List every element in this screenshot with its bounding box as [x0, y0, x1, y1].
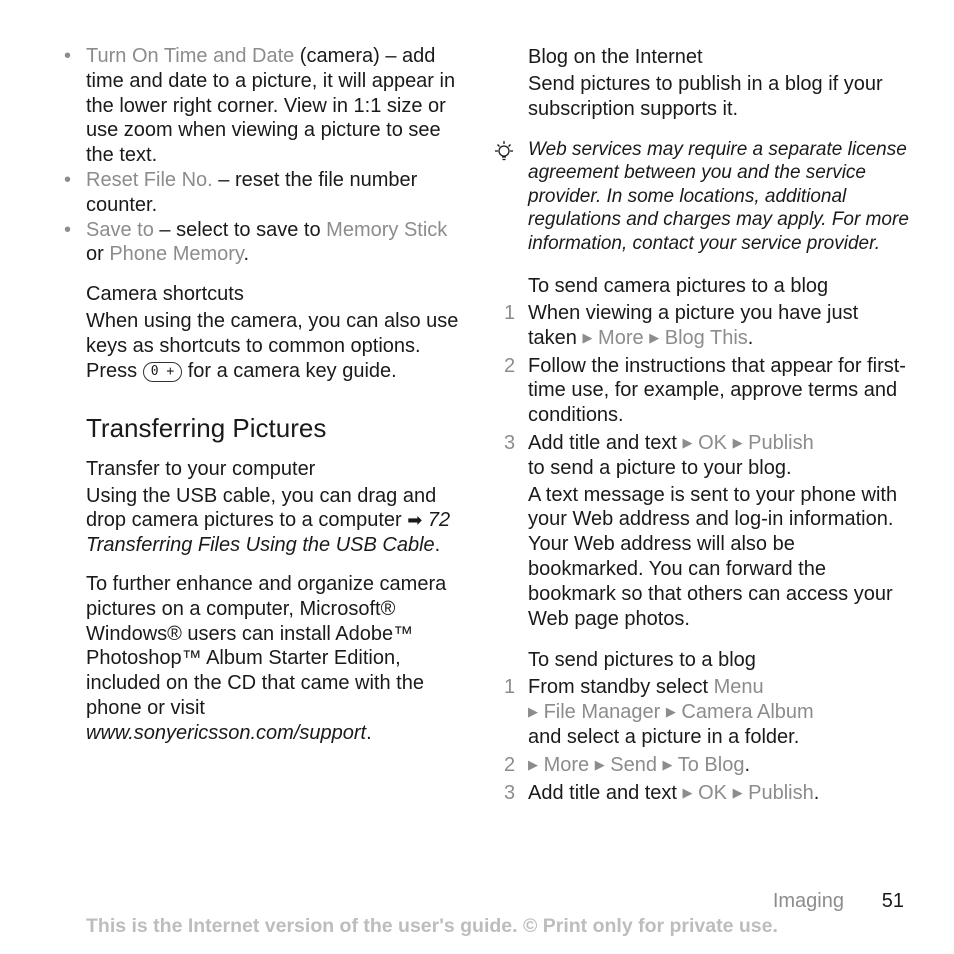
step-text: and select a picture in a folder. — [528, 726, 800, 749]
step-text: Follow the instructions that appear for first-time use, for example, approve terms and conditions. — [528, 354, 906, 427]
step-text: When viewing a picture you have just taken — [528, 302, 859, 349]
arrow-icon: ▶ — [528, 756, 538, 772]
lightbulb-icon — [490, 138, 518, 166]
paragraph — [86, 309, 464, 383]
transfer-section — [64, 456, 464, 746]
paragraph-text: for a camera key guide. — [182, 359, 397, 382]
bullet-text: . — [243, 243, 250, 266]
section-title: Transferring Pictures — [86, 412, 327, 443]
menu-term: Blog This — [664, 326, 748, 349]
bullet-item — [64, 218, 464, 268]
support-url[interactable]: www.sonyericsson.com/support — [86, 721, 367, 744]
footer-section-name: Imaging — [772, 890, 844, 912]
note-box — [500, 138, 910, 256]
subheading: Transfer to your computer — [86, 457, 316, 480]
paragraph-text: . — [434, 534, 441, 557]
bullet-item — [64, 168, 464, 218]
menu-term: Publish — [748, 432, 814, 455]
step-item — [500, 301, 910, 351]
menu-term: Save to — [86, 218, 154, 241]
menu-term: Turn On Time and Date — [86, 45, 295, 67]
subheading: To send camera pictures to a blog — [528, 275, 829, 298]
camera-shortcuts-section — [64, 281, 464, 383]
step-text: From standby select — [528, 676, 714, 699]
arrow-icon: ▶ — [682, 784, 693, 800]
menu-term: Phone Memory — [109, 243, 244, 266]
menu-term: File Manager — [543, 701, 661, 724]
step-number: 2 — [504, 354, 516, 377]
arrow-icon: ▶ — [732, 784, 743, 800]
step-text: to send a picture to your blog. — [528, 456, 792, 479]
step-text: Add title and text — [528, 432, 683, 455]
paragraph: Send pictures to publish in a blog if your subscription supports it. — [528, 73, 883, 120]
paragraph — [86, 484, 464, 558]
step-extra: A text message is sent to your phone with your Web address and log-in information. Your Web address will also be bookmarked. You can forward the bookmark so that others can access your Web page photos. — [528, 483, 898, 630]
step-number: 3 — [504, 432, 516, 455]
footer-note: This is the Internet version of the user's guide. © Print only for private use. — [86, 915, 778, 937]
paragraph — [86, 572, 464, 746]
arrow-icon: ▶ — [682, 435, 693, 451]
cross-reference[interactable]: 72 Transferring Files Using the USB Cable — [86, 509, 451, 557]
subheading: Blog on the Internet — [528, 46, 703, 68]
paragraph-text: Using the USB cable, you can drag and drop camera pictures to a computer — [86, 484, 437, 532]
step-item — [500, 781, 910, 806]
step-number: 1 — [504, 676, 516, 699]
step-item — [500, 431, 910, 631]
step-item — [500, 675, 910, 749]
arrow-icon: ▶ — [665, 704, 676, 720]
paragraph-text: To further enhance and organize camera pictures on a computer, Microsoft® Windows® users can install Adobe™ Photoshop™ Album Starter Edition, included on the CD that came with the phone or visit — [86, 572, 447, 719]
menu-term: Memory Stick — [326, 218, 448, 241]
subheading: Camera shortcuts — [86, 283, 244, 306]
blog-section — [500, 44, 910, 122]
menu-term: To Blog — [677, 753, 745, 776]
step-number: 1 — [504, 302, 516, 325]
step-text: Add title and text — [528, 781, 683, 804]
arrow-icon: ▶ — [732, 435, 743, 451]
bullet-dot: • — [64, 168, 72, 191]
bullet-text: (camera) – add time and date to a picture, it will appear in the lower right corner. View in 1:1 size or use zoom when viewing a picture to see the text. — [86, 45, 456, 167]
arrow-icon: ▶ — [528, 704, 538, 720]
note-text: Web services may require a separate license agreement between you and the service provider. In some locations, additional regulations and charges may apply. For more information, contact your service provider. — [528, 138, 909, 254]
step-number: 2 — [504, 753, 516, 776]
menu-term: More — [598, 326, 644, 349]
arrow-icon: ▶ — [649, 329, 660, 345]
arrow-icon: ▶ — [662, 756, 673, 772]
send-camera-heading-wrap — [500, 273, 910, 299]
key-0-icon: 0 + — [143, 362, 182, 382]
paragraph-text: . — [366, 721, 372, 744]
menu-term: Publish — [748, 781, 814, 804]
left-column — [64, 44, 464, 746]
menu-term: OK — [698, 781, 728, 804]
arrow-icon: ▶ — [582, 329, 593, 345]
step-number: 3 — [504, 781, 516, 804]
subheading: To send pictures to a blog — [528, 649, 756, 672]
bullet-dot: • — [64, 218, 72, 241]
bullet-text: – select to save to — [153, 218, 327, 241]
step-text: . — [744, 753, 751, 776]
arrow-right-icon: ➡ — [407, 510, 423, 531]
bullet-dot: • — [64, 45, 72, 67]
menu-term: Reset File No. — [86, 168, 213, 191]
menu-term: OK — [698, 432, 728, 455]
bullet-text: – reset the file number counter. — [86, 168, 418, 216]
page-number: 51 — [881, 890, 904, 912]
arrow-icon: ▶ — [594, 756, 605, 772]
bullet-item — [64, 44, 464, 168]
step-text: . — [747, 326, 754, 349]
bullet-text: or — [86, 243, 110, 266]
paragraph-text: When using the camera, you can also use keys as shortcuts to common options. Press — [86, 310, 459, 382]
menu-term: Menu — [713, 676, 764, 699]
step-item — [500, 753, 910, 778]
right-column — [500, 44, 910, 805]
menu-term: Send — [610, 753, 657, 776]
step-text: . — [813, 781, 820, 804]
send-pictures-heading-wrap — [500, 647, 910, 673]
menu-term: More — [543, 753, 590, 776]
menu-term: Camera Album — [681, 701, 814, 724]
step-item — [500, 354, 910, 428]
